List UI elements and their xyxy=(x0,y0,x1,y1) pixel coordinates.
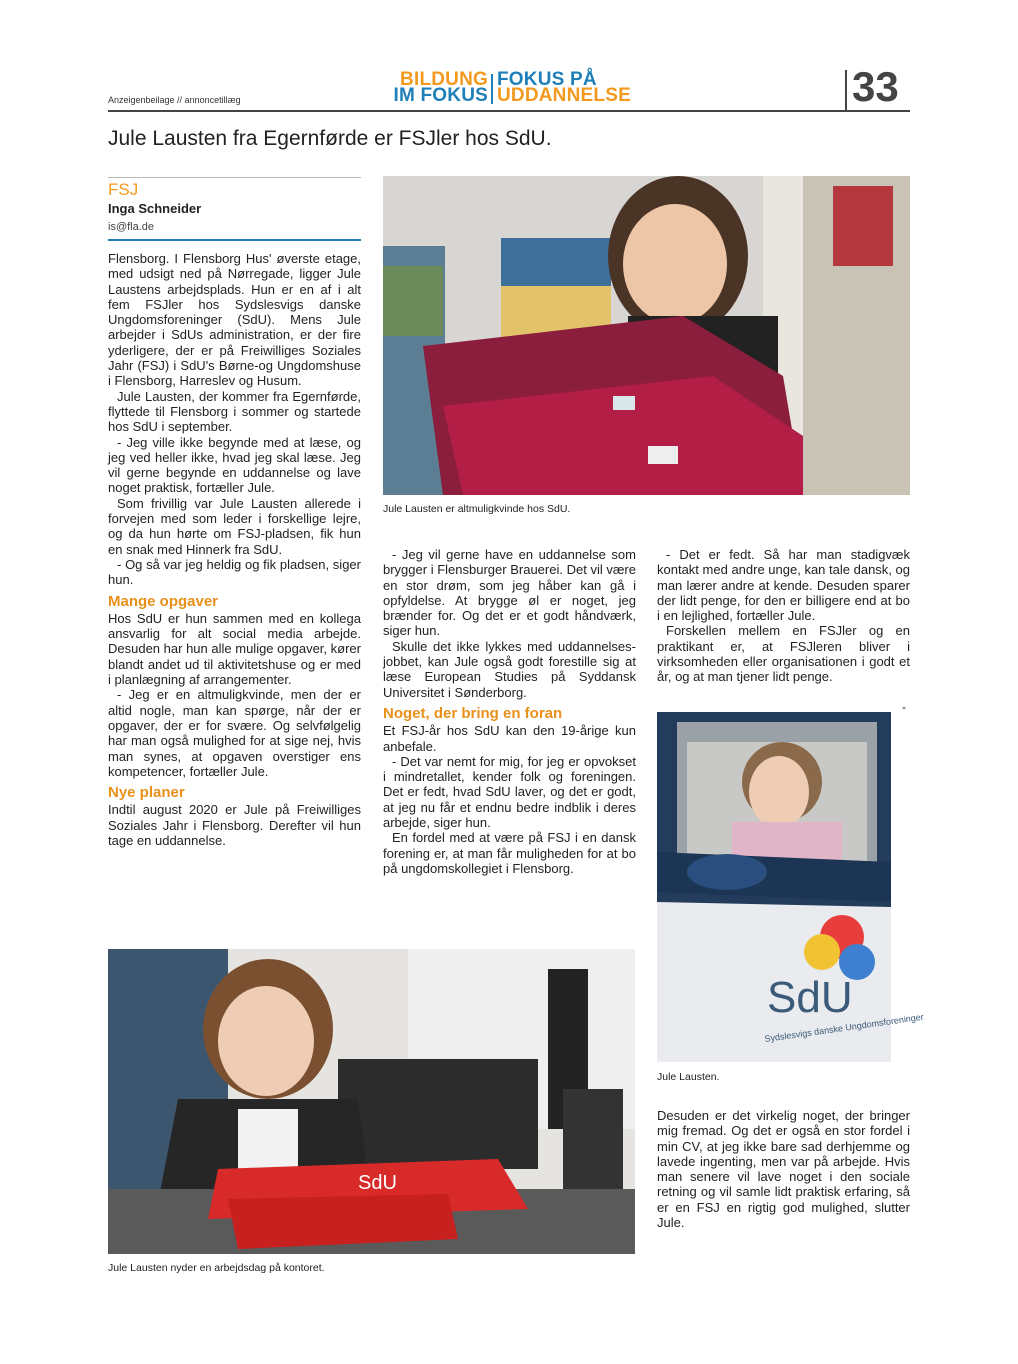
page-number: 33 xyxy=(852,63,899,110)
stray-mark: - xyxy=(902,700,906,714)
paragraph: Skulle det ikke lykkes med uddannelses-jobbet, kan Jule også godt forestille sig at læse European Studies på Syddansk Universitet i Sønderborg. xyxy=(383,638,636,700)
column-3 xyxy=(657,547,910,685)
paragraph: - Jeg er en altmuligkvinde, men der er altid nogle, man kan spørge, når der er opgaver, der er for svære. Og selvfølgelig har man også mulighed for at sige nej, hvis man synes, at opgaven overstiger ens kompetencer, fortæller Jule. xyxy=(108,687,361,779)
paragraph: Et FSJ-år hos SdU kan den 19-årige kun anbefale. xyxy=(383,723,636,754)
byline-top-rule xyxy=(108,177,361,178)
photo-top-caption: Jule Lausten er altmuligkvinde hos SdU. xyxy=(383,503,571,515)
brand-german xyxy=(388,69,488,106)
car-door-logo: SdU xyxy=(767,973,853,1022)
brand-de-line1: BILDUNG xyxy=(400,69,488,90)
byline-email[interactable]: is@fla.de xyxy=(108,221,155,233)
paragraph: Desuden er det virkelig noget, der bringer mig fremad. Og det er også en stor fordel i min CV, at jeg ikke bare sad derhjemme og lavede ingenting, men var på arbejde. Hvis man senere vil lave noget i den sociale retning og vil samle lidt praktisk erfaring, så er en FSJ en rigtig god mulighed, slutter Jule. xyxy=(657,1108,910,1231)
photo-office-illustration xyxy=(108,949,635,1254)
photo-car-caption: Jule Lausten. xyxy=(657,1071,720,1083)
byline-kicker: FSJ xyxy=(108,180,139,199)
photo-car-illustration xyxy=(657,712,925,1062)
column-3-continued xyxy=(657,1108,910,1230)
subheading: Nye planer xyxy=(108,784,185,802)
byline-bottom-rule xyxy=(108,239,361,241)
brand-divider xyxy=(491,74,493,104)
paragraph: - Jeg ville ikke begynde med at læse, og jeg ved heller ikke, hvad jeg skal læse. Jeg vil gerne begynde en uddannelse og lave noget praktisk, fortæller Jule. xyxy=(108,434,361,496)
photo-top-illustration xyxy=(383,176,910,495)
paragraph: Flensborg. I Flensborg Hus' øverste etage, med udsigt ned på Nørregade, ligger Jule Laustens arbejdsplads. Hun er en af i alt fem FSJler hos Sydslesvigs danske Ungdomsforeninger (SdU). Mens Jule arbejder i SdUs administration, er der fire yderligere, der er på Freiwilliges Soziales Jahr (FSJ) i SdU's Børne-og Ungdomshuse i Flensborg, Harreslev og Husum. xyxy=(108,251,361,389)
brand-dk-line1: FOKUS PÅ xyxy=(497,69,597,90)
brand-danish xyxy=(497,69,657,106)
paragraph: Hos SdU er hun sammen med en kollega ansvarlig for alt social media arbejde. Desuden har hun alle mulige opgaver, kører blandt andet ud til aktivitetshuse og er med i planlægning af arrangementer. xyxy=(108,610,361,688)
paragraph: Forskellen mellem en FSJler og en praktikant er, at FSJleren bliver i virksomheden eller organisationen i godt et år, og at man tjener lidt penge. xyxy=(657,623,910,685)
supplement-label: Anzeigenbeilage // annoncetillæg xyxy=(108,95,241,105)
paragraph: Indtil august 2020 er Jule på Freiwilliges Soziales Jahr i Flensborg. Derefter vil hun tage en uddannelse. xyxy=(108,802,361,848)
shirt-print: SdU xyxy=(358,1172,397,1194)
subheading: Mange opgaver xyxy=(108,592,219,610)
photo-top xyxy=(383,176,910,495)
photo-office xyxy=(108,949,635,1254)
car-door-subtext: Sydslesvigs danske Ungdomsforeninger xyxy=(763,1011,925,1044)
paragraph: - Jeg vil gerne have en uddannelse som brygger i Flensburger Brauerei. Det vil være en stor drøm, som jeg håber kan gå i opfyldelse. At brygge øl er noget, jeg brænder for. Og det er et godt håndværk, siger hun. xyxy=(383,547,636,639)
paragraph: En fordel med at være på FSJ i en dansk forening er, at man får muligheden for at bo på ungdomskollegiet i Flensborg. xyxy=(383,830,636,876)
page-number-divider xyxy=(845,70,847,110)
byline-author: Inga Schneider xyxy=(108,201,202,216)
brand-de-line2: IM FOKUS xyxy=(393,85,488,106)
photo-car xyxy=(657,712,925,1062)
header-rule xyxy=(108,110,910,112)
column-1 xyxy=(108,251,361,848)
paragraph: - Og så var jeg heldig og fik pladsen, siger hun. xyxy=(108,556,361,588)
paragraph: - Det var nemt for mig, for jeg er opvokset i mindretallet, kender folk og foreningen. Det er fedt, hvad SdU laver, og det er godt, at jeg nu får et endnu bedre indblik i deres arbejde, siger hun. xyxy=(383,753,636,831)
subheading: Noget, der bring en foran xyxy=(383,704,563,722)
paragraph: - Det er fedt. Så har man stadigvæk kontakt med andre unge, kan tale dansk, og man lærer andre at kende. Desuden sparer der lidt penge, for den er billigere end at bo i en lejlighed, fortæller Jule. xyxy=(657,547,910,624)
photo-office-caption: Jule Lausten nyder en arbejdsdag på kontoret. xyxy=(108,1262,325,1274)
paragraph: Som frivillig var Jule Lausten allerede i forvejen med som leder i forskellige lejre, og da hun hørte om FSJ-pladsen, fik hun en snak med Hinnerk fra SdU. xyxy=(108,495,361,557)
page-title: Jule Lausten fra Egernførde er FSJler hos SdU. xyxy=(108,127,552,150)
paragraph: Jule Lausten, der kommer fra Egernførde, flyttede til Flensborg i sommer og startede hos SdU i september. xyxy=(108,388,361,435)
brand-dk-line2: UDDANNELSE xyxy=(497,85,631,106)
column-2 xyxy=(383,547,636,876)
